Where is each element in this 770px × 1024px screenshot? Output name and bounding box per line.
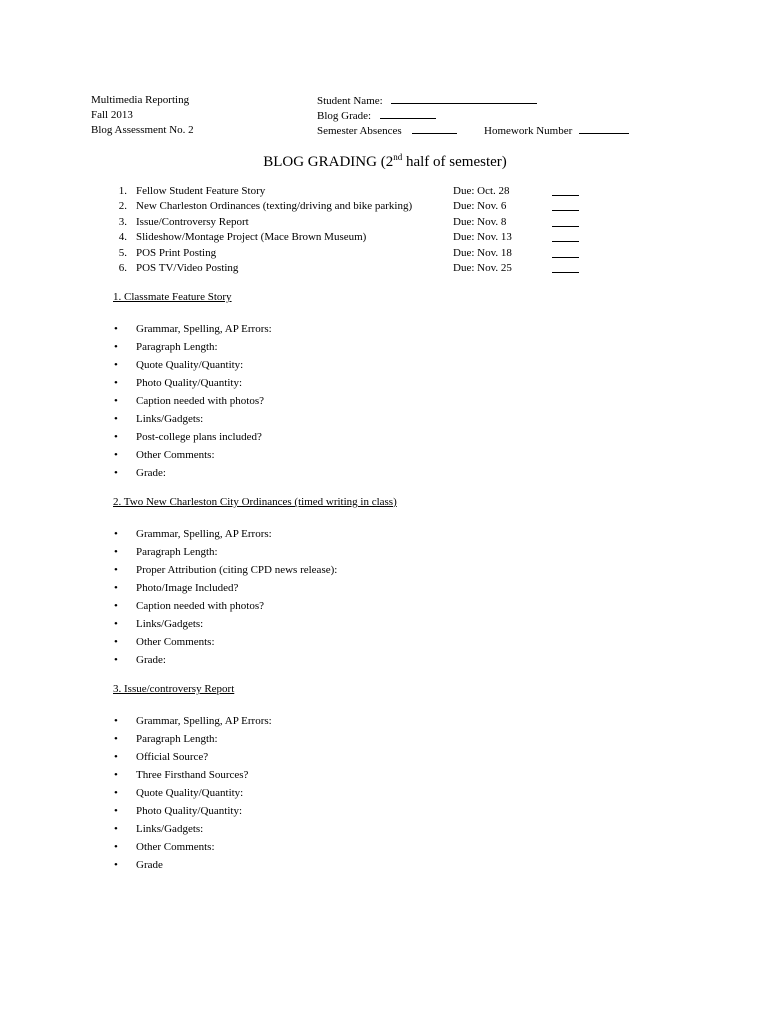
list-item: • Grammar, Spelling, AP Errors: <box>113 525 337 543</box>
course-name: Multimedia Reporting <box>91 94 190 106</box>
grade-blank <box>552 257 579 258</box>
list-item: • Paragraph Length: <box>113 543 337 561</box>
list-item: • Other Comments: <box>113 446 272 464</box>
list-item: • Three Firsthand Sources? <box>113 766 272 784</box>
homework-number-field <box>484 123 629 139</box>
grade-blank <box>552 210 579 211</box>
assignment-row: 3. Issue/Controversy Report Due: Nov. 8 <box>91 215 611 230</box>
list-item: • Photo/Image Included? <box>113 579 337 597</box>
list-item: • Quote Quality/Quantity: <box>113 784 272 802</box>
semester-absences-blank <box>412 123 457 134</box>
student-name-field <box>317 93 537 109</box>
list-item: • Photo Quality/Quantity: <box>113 802 272 820</box>
list-item: • Other Comments: <box>113 838 272 856</box>
list-item: • Paragraph Length: <box>113 730 272 748</box>
term: Fall 2013 <box>91 109 133 121</box>
list-item: • Official Source? <box>113 748 272 766</box>
list-item: • Other Comments: <box>113 633 337 651</box>
list-item: • Caption needed with photos? <box>113 392 272 410</box>
list-item: • Grammar, Spelling, AP Errors: <box>113 320 272 338</box>
blog-grade-blank <box>380 108 436 119</box>
assignment-list <box>91 184 611 276</box>
section-heading: 2. Two New Charleston City Ordinances (timed writing in class) <box>113 496 397 508</box>
list-item: • Links/Gadgets: <box>113 615 337 633</box>
section-checklist <box>113 525 337 669</box>
list-item: • Paragraph Length: <box>113 338 272 356</box>
blog-grade-label: Blog Grade: <box>317 110 372 122</box>
section-checklist <box>113 712 272 874</box>
assessment-number: Blog Assessment No. 2 <box>91 124 194 136</box>
list-item: • Grammar, Spelling, AP Errors: <box>113 712 272 730</box>
assignment-row: 4. Slideshow/Montage Project (Mace Brown Museum) Due: Nov. 13 <box>91 230 611 245</box>
semester-absences-field <box>317 123 457 139</box>
assignment-row: 6. POS TV/Video Posting Due: Nov. 25 <box>91 261 611 276</box>
grade-blank <box>552 226 579 227</box>
list-item: • Links/Gadgets: <box>113 820 272 838</box>
list-item: • Caption needed with photos? <box>113 597 337 615</box>
list-item: • Post-college plans included? <box>113 428 272 446</box>
section-heading: 1. Classmate Feature Story <box>113 291 232 303</box>
grade-blank <box>552 195 579 196</box>
grade-blank <box>552 272 579 273</box>
list-item: • Grade <box>113 856 272 874</box>
section-checklist <box>113 320 272 482</box>
list-item: • Links/Gadgets: <box>113 410 272 428</box>
list-item: • Photo Quality/Quantity: <box>113 374 272 392</box>
semester-absences-label: Semester Absences <box>317 125 402 137</box>
blog-grade-field <box>317 108 436 124</box>
student-name-blank <box>391 93 537 104</box>
page-title: BLOG GRADING (2nd half of semester) <box>263 152 507 170</box>
assignment-row: 5. POS Print Posting Due: Nov. 18 <box>91 246 611 261</box>
list-item: • Quote Quality/Quantity: <box>113 356 272 374</box>
list-item: • Grade: <box>113 651 337 669</box>
assignment-row: 1. Fellow Student Feature Story Due: Oct. 28 <box>91 184 611 199</box>
homework-number-blank <box>579 123 629 134</box>
grade-blank <box>552 241 579 242</box>
list-item: • Proper Attribution (citing CPD news release): <box>113 561 337 579</box>
assignment-row: 2. New Charleston Ordinances (texting/driving and bike parking) Due: Nov. 6 <box>91 199 611 214</box>
list-item: • Grade: <box>113 464 272 482</box>
homework-number-label: Homework Number <box>484 125 573 137</box>
section-heading: 3. Issue/controversy Report <box>113 683 235 695</box>
student-name-label: Student Name: <box>317 95 383 107</box>
